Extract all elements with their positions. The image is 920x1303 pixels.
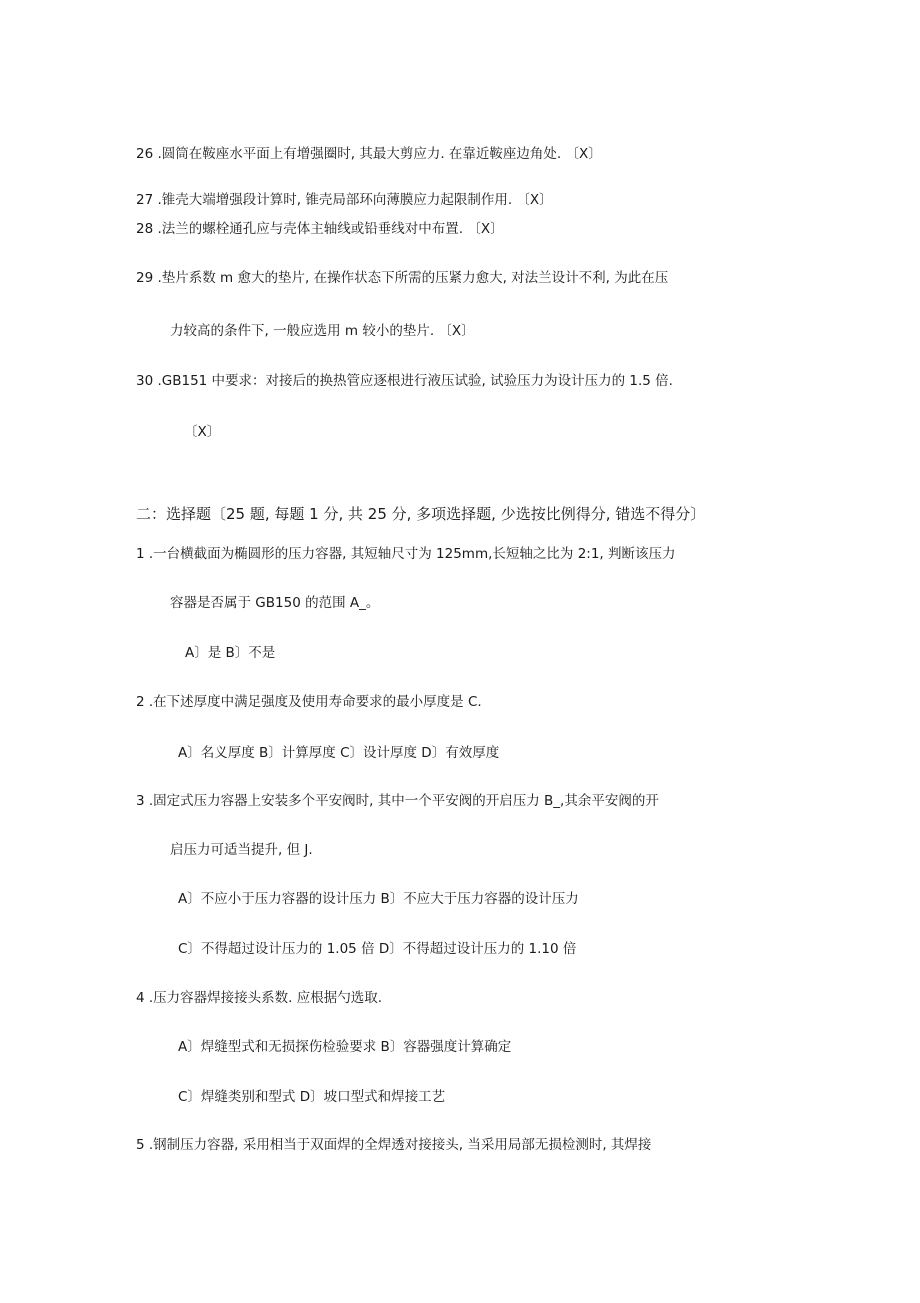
question-28: 28 .法兰的螺栓通孔应与壳体主轴线或铅垂线对中布置. 〔X〕	[136, 221, 504, 237]
question-5-line-1: 5 .钢制压力容器, 采用相当于双面焊的全焊透对接接头, 当采用局部无损检测时, 其焊接	[136, 1137, 652, 1153]
question-2-line-1: 2 .在下述厚度中满足强度及使用寿命要求的最小厚度是 C.	[136, 694, 482, 710]
section-heading-choice: 二：选择题〔25 题, 每题 1 分, 共 25 分, 多项选择题, 少选按比例得分, 错选不得分〕	[136, 505, 706, 523]
question-30-line-1: 30 .GB151 中要求：对接后的换热管应逐根进行液压试验, 试验压力为设计压力的 1.5 倍.	[136, 373, 673, 389]
question-27: 27 .锥壳大端增强段计算时, 锥壳局部环向薄膜应力起限制作用. 〔X〕	[136, 192, 553, 208]
question-4-options-2: C〕焊缝类别和型式 D〕坡口型式和焊接工艺	[178, 1089, 446, 1105]
question-1-line-1: 1 .一台横截面为椭圆形的压力容器, 其短轴尺寸为 125mm,长短轴之比为 2:1, 判断该压力	[136, 546, 676, 562]
question-30-line-2: 〔X〕	[184, 424, 221, 440]
question-1-options: A〕是 B〕不是	[185, 645, 276, 661]
question-4-options-1: A〕焊缝型式和无损探伤检验要求 B〕容器强度计算确定	[178, 1039, 512, 1055]
question-2-options: A〕名义厚度 B〕计算厚度 C〕设计厚度 D〕有效厚度	[178, 745, 500, 761]
question-1-line-2: 容器是否属于 GB150 的范围 A_。	[170, 595, 380, 611]
question-3-line-1: 3 .固定式压力容器上安装多个平安阀时, 其中一个平安阀的开启压力 B_,其余平安阀的开	[136, 793, 659, 809]
question-4-line-1: 4 .压力容器焊接接头系数. 应根据勺选取.	[136, 990, 383, 1006]
question-26: 26 .圆筒在鞍座水平面上有增强圈时, 其最大剪应力. 在靠近鞍座边角处. 〔X〕	[136, 146, 602, 162]
question-29-line-2: 力较高的条件下, 一般应选用 m 较小的垫片. 〔X〕	[170, 323, 475, 339]
question-3-line-2: 启压力可适当提升, 但 J.	[170, 842, 313, 858]
question-3-options-2: C〕不得超过设计压力的 1.05 倍 D〕不得超过设计压力的 1.10 倍	[178, 941, 577, 957]
question-3-options-1: A〕不应小于压力容器的设计压力 B〕不应大于压力容器的设计压力	[178, 891, 579, 907]
question-29-line-1: 29 .垫片系数 m 愈大的垫片, 在操作状态下所需的压紧力愈大, 对法兰设计不利, 为此在压	[136, 270, 669, 286]
